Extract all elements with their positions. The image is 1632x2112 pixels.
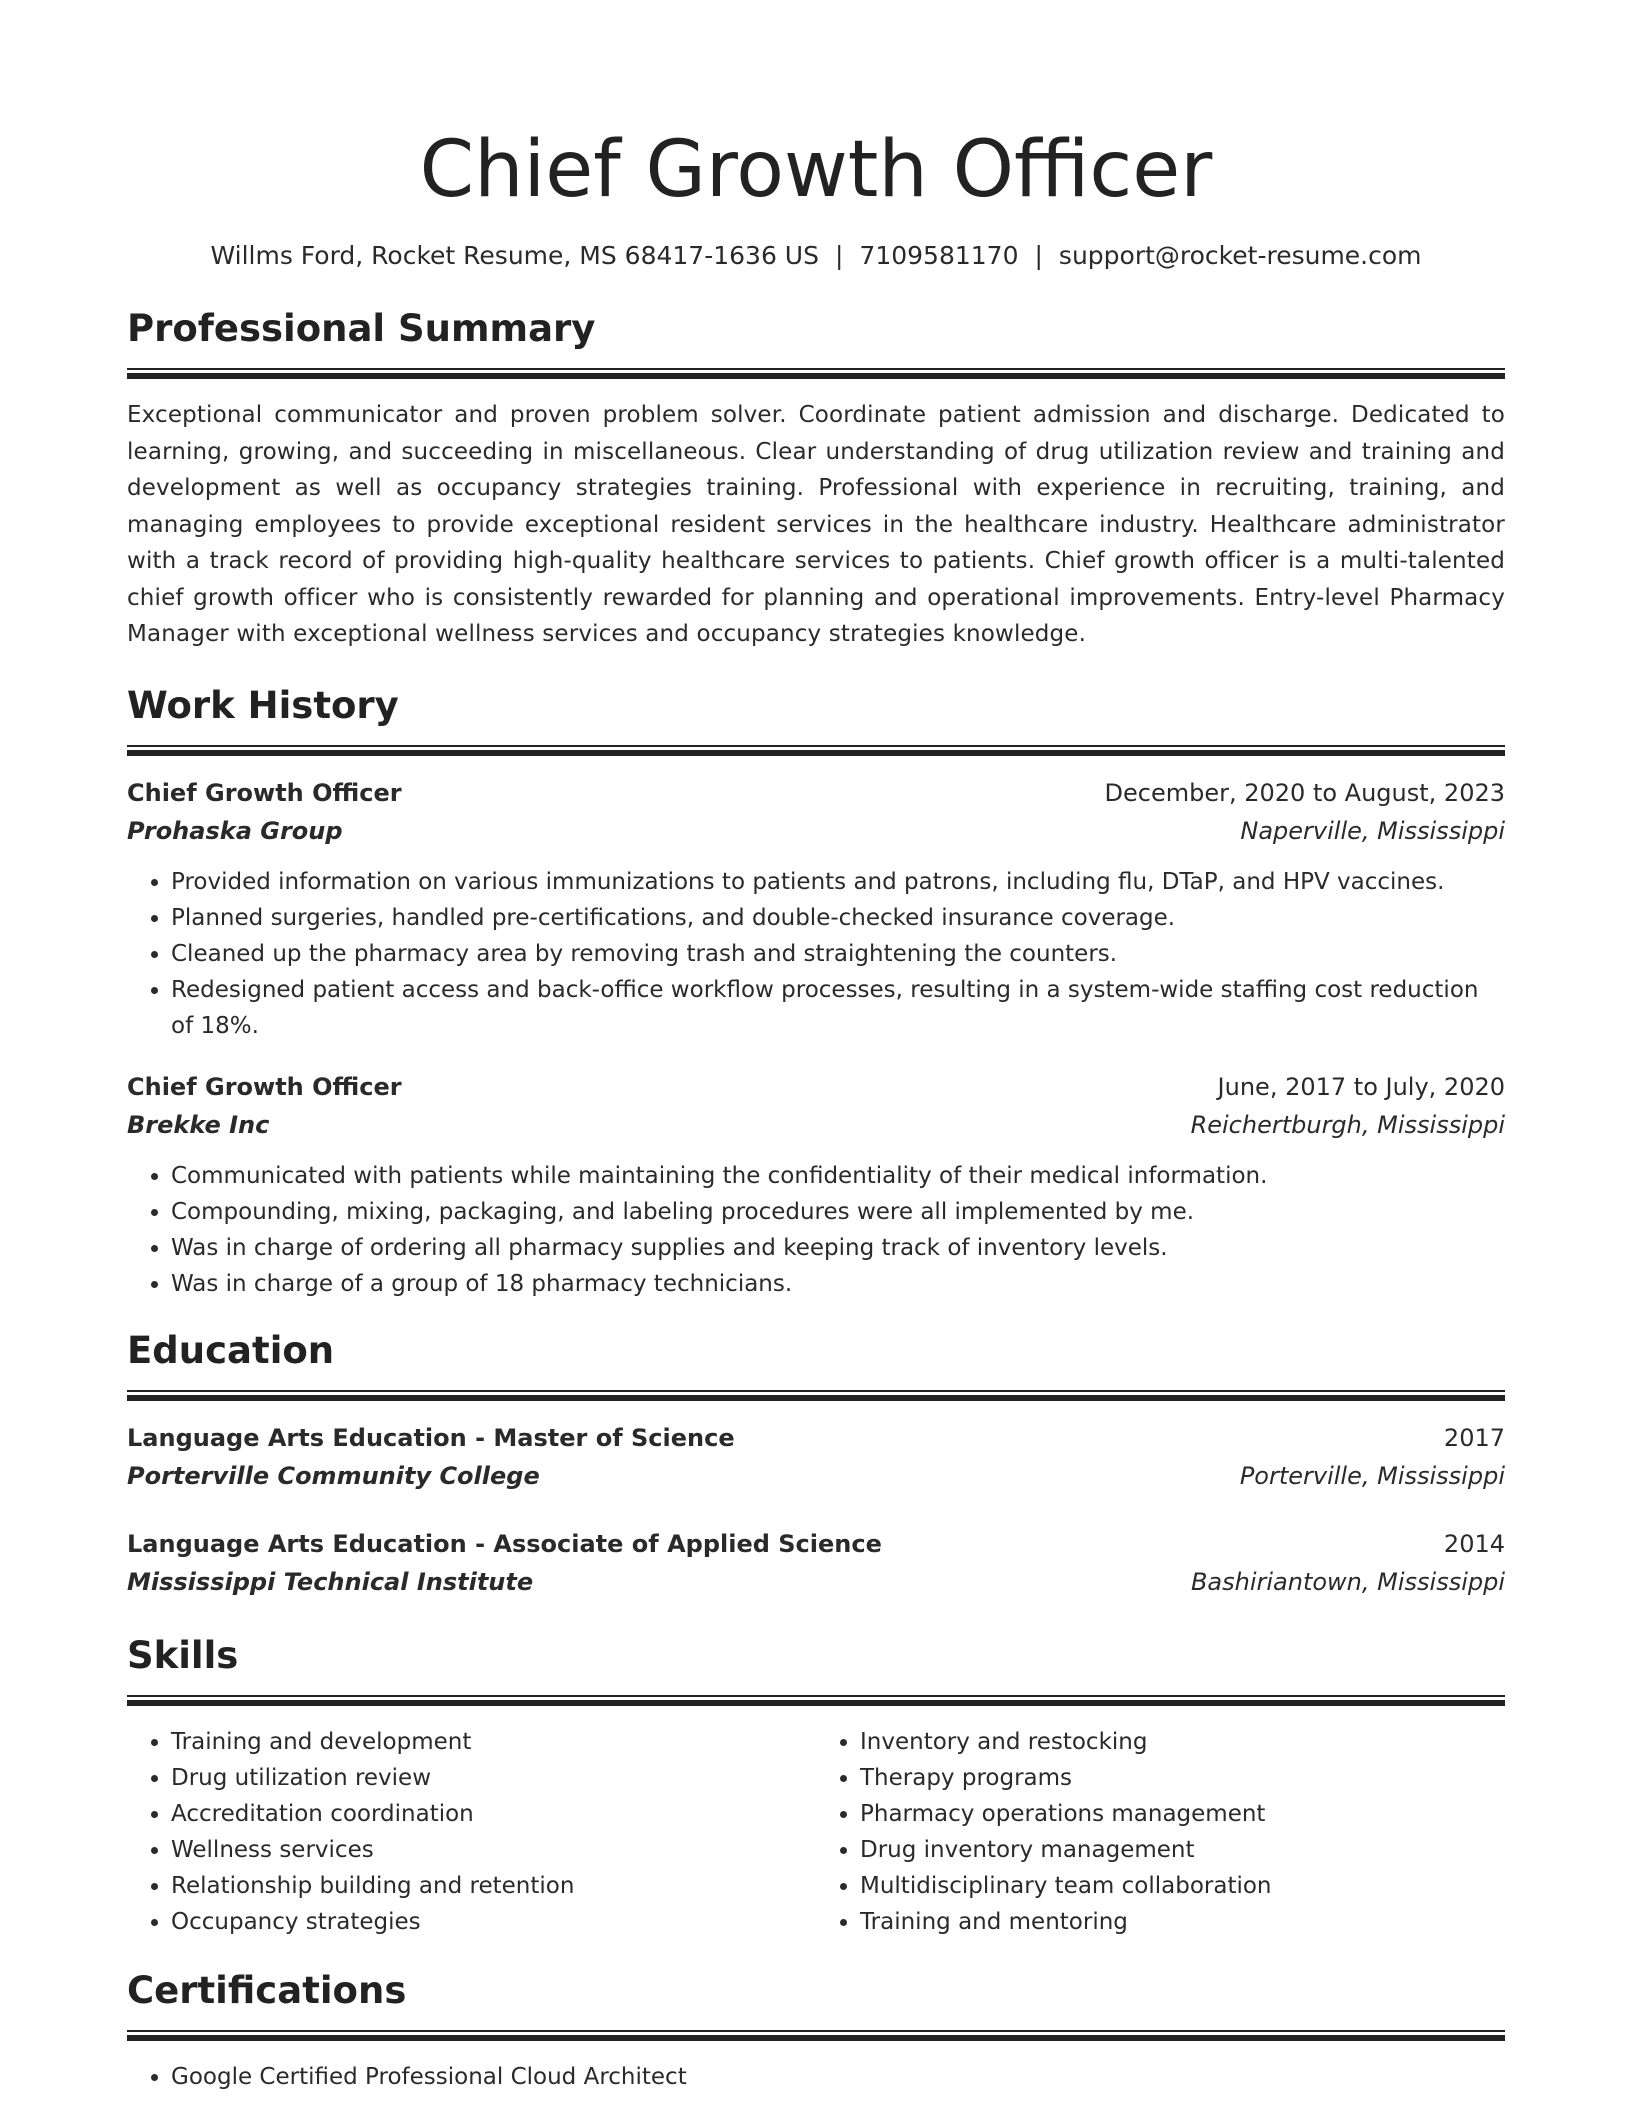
section-divider xyxy=(127,745,1505,756)
section-divider xyxy=(127,368,1505,379)
education-year: 2014 xyxy=(1443,1529,1505,1558)
list-item: • Google Certified Professional Cloud Architect xyxy=(171,2059,1505,2095)
job-subheader xyxy=(127,812,1505,850)
job-entry xyxy=(127,774,1505,1044)
contact-line xyxy=(127,238,1505,274)
job-bullets xyxy=(127,864,1505,1044)
list-item: • Was in charge of ordering all pharmacy supplies and keeping track of inventory levels. xyxy=(171,1230,1505,1266)
job-header xyxy=(127,774,1505,812)
summary-section xyxy=(127,304,1505,653)
list-item: • Compounding, mixing, packaging, and labeling procedures were all implemented by me. xyxy=(171,1194,1505,1230)
skills-list-right xyxy=(816,1724,1505,1940)
education-subheader xyxy=(127,1457,1505,1495)
education-header xyxy=(127,1419,1505,1457)
list-item: • Multidisciplinary team collaboration xyxy=(860,1868,1505,1904)
job-header xyxy=(127,1068,1505,1106)
list-item: • Accreditation coordination xyxy=(171,1796,816,1832)
work-section xyxy=(127,681,1505,1302)
resume-name: Chief Growth Officer xyxy=(419,125,1213,215)
job-company: Brekke Inc xyxy=(127,1110,270,1139)
job-entry xyxy=(127,1068,1505,1302)
section-divider xyxy=(127,1695,1505,1706)
job-location: Reichertburgh, Mississippi xyxy=(1190,1110,1505,1139)
list-item: • Was in charge of a group of 18 pharmacy technicians. xyxy=(171,1266,1505,1302)
education-entry xyxy=(127,1419,1505,1495)
list-item: • Cleaned up the pharmacy area by removing trash and straightening the counters. xyxy=(171,936,1505,972)
section-divider xyxy=(127,2030,1505,2041)
list-item: • Communicated with patients while maintaining the confidentiality of their medical information. xyxy=(171,1158,1505,1194)
contact-separator: | xyxy=(834,241,844,270)
section-divider xyxy=(127,1390,1505,1401)
job-dates: June, 2017 to July, 2020 xyxy=(1217,1072,1505,1101)
list-item: • Drug inventory management xyxy=(860,1832,1505,1868)
education-school: Porterville Community College xyxy=(127,1461,540,1490)
section-title-work: Work History xyxy=(127,683,399,727)
list-item: • Pharmacy operations management xyxy=(860,1796,1505,1832)
contact-email[interactable]: support@rocket-resume.com xyxy=(1058,241,1422,270)
section-title-education: Education xyxy=(127,1328,335,1372)
education-year: 2017 xyxy=(1443,1423,1505,1452)
education-section xyxy=(127,1326,1505,1601)
list-item: • Redesigned patient access and back-office workflow processes, resulting in a system-wide staffing cost reduction of 18%. xyxy=(171,972,1505,1044)
education-location: Porterville, Mississippi xyxy=(1239,1461,1505,1490)
education-subheader xyxy=(127,1563,1505,1601)
section-title-skills: Skills xyxy=(127,1633,239,1677)
list-item: • Relationship building and retention xyxy=(171,1868,816,1904)
education-degree: Language Arts Education - Master of Science xyxy=(127,1423,735,1452)
job-dates: December, 2020 to August, 2023 xyxy=(1104,778,1505,807)
job-bullets xyxy=(127,1158,1505,1302)
job-role: Chief Growth Officer xyxy=(127,778,402,807)
skills-columns xyxy=(127,1724,1505,1940)
education-entry xyxy=(127,1525,1505,1601)
skills-list-left xyxy=(127,1724,816,1940)
contact-phone: 7109581170 xyxy=(859,241,1019,270)
list-item: • Planned surgeries, handled pre-certifications, and double-checked insurance coverage. xyxy=(171,900,1505,936)
education-header xyxy=(127,1525,1505,1563)
list-item: • Drug utilization review xyxy=(171,1760,816,1796)
list-item: • Wellness services xyxy=(171,1832,816,1868)
certifications-section xyxy=(127,1966,1505,2095)
list-item: • Training and development xyxy=(171,1724,816,1760)
job-location: Naperville, Mississippi xyxy=(1240,816,1505,845)
skills-section xyxy=(127,1631,1505,1940)
contact-address: Willms Ford, Rocket Resume, MS 68417-1636 US xyxy=(210,241,819,270)
summary-text: Exceptional communicator and proven problem solver. Coordinate patient admission and discharge. Dedicated to learning, growing, and succeeding in miscellaneous. Clear understanding of drug utilization review and training and development as well as occupancy strategies training. Professional with experience in recruiting, training, and managing employees to provide exceptional resident services in the healthcare industry. Healthcare administrator with a track record of providing high-quality healthcare services to patients. Chief growth officer is a multi-talented chief growth officer who is consistently rewarded for planning and operational improvements. Entry-level Pharmacy Manager with exceptional wellness services and occupancy strategies knowledge. xyxy=(127,402,1505,647)
education-location: Bashiriantown, Mississippi xyxy=(1190,1567,1505,1596)
contact-separator: | xyxy=(1034,241,1043,270)
section-title-summary: Professional Summary xyxy=(127,307,596,350)
list-item: • Therapy programs xyxy=(860,1760,1505,1796)
list-item: • Inventory and restocking xyxy=(860,1724,1505,1760)
job-role: Chief Growth Officer xyxy=(127,1072,402,1101)
list-item: • Occupancy strategies xyxy=(171,1904,816,1940)
education-degree: Language Arts Education - Associate of Applied Science xyxy=(127,1529,882,1558)
section-title-certifications: Certifications xyxy=(127,1968,407,2012)
education-school: Mississippi Technical Institute xyxy=(127,1567,534,1596)
list-item: • Provided information on various immunizations to patients and patrons, including flu, DTaP, and HPV vaccines. xyxy=(171,864,1505,900)
certifications-list xyxy=(127,2059,1505,2095)
job-company: Prohaska Group xyxy=(127,816,343,845)
job-subheader xyxy=(127,1106,1505,1144)
list-item: • Training and mentoring xyxy=(860,1904,1505,1940)
